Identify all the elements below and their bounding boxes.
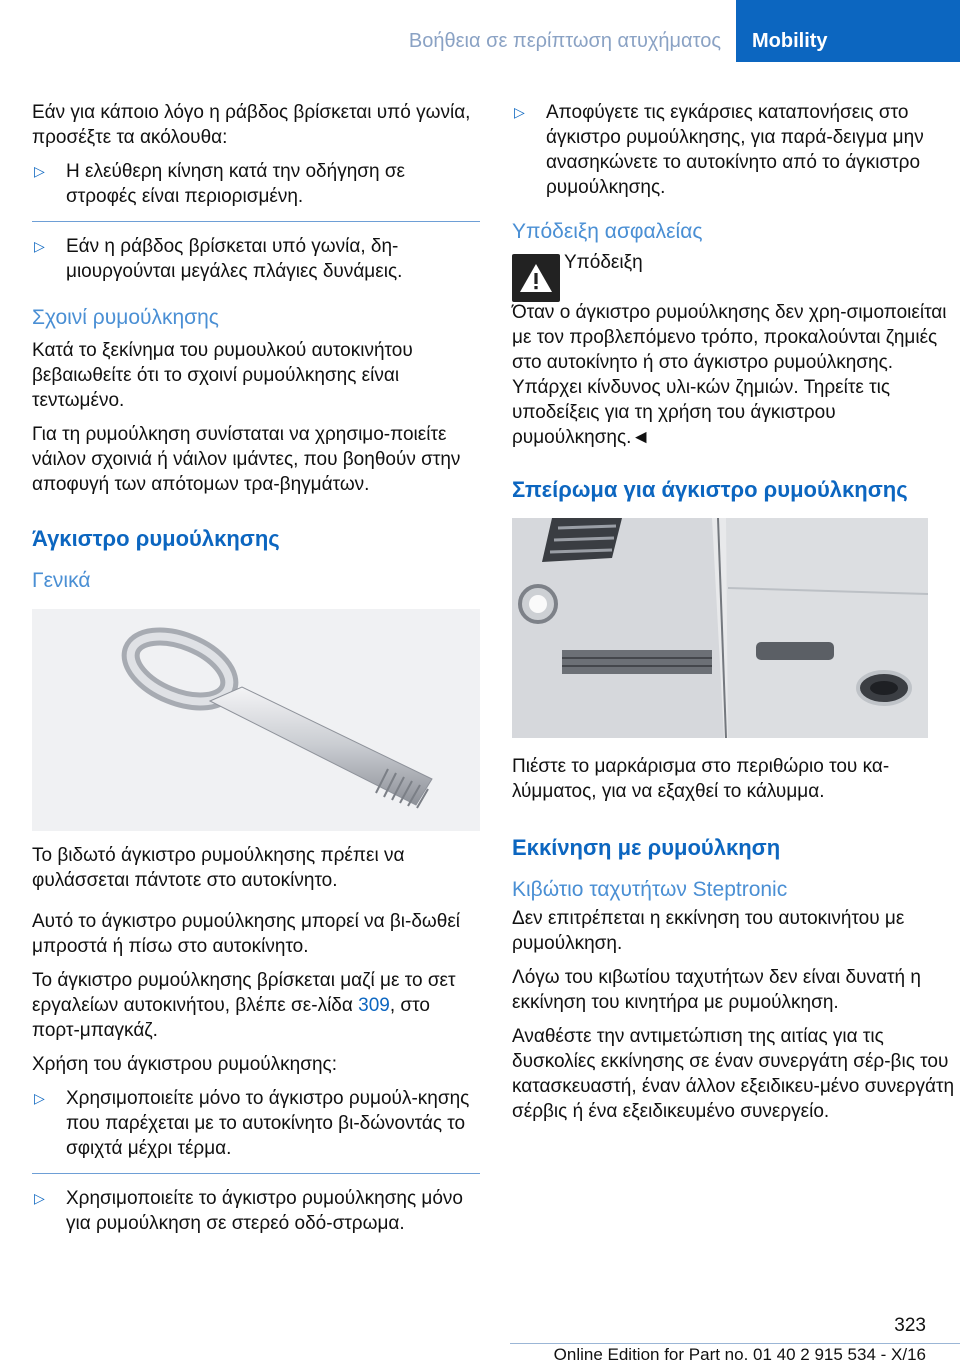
chapter-title: Βοήθεια σε περίπτωση ατυχήματος — [408, 30, 721, 52]
right-column — [512, 100, 960, 1133]
bullet-text: Εάν η ράβδος βρίσκεται υπό γωνία, δη-μιουργούνται μεγάλες πλάγιες δυνάμεις. — [66, 236, 403, 282]
steptronic-paragraph-1: Δεν επιτρέπεται η εκκίνηση του αυτοκινήτου με ρυμούλκηση. — [512, 908, 905, 954]
steptronic-paragraph-2: Λόγω του κιβωτίου ταχυτήτων δεν είναι δυνατή η εκκίνηση του κινητήρα με ρυμούλκηση. — [512, 967, 921, 1013]
section-tab: Mobility — [736, 0, 960, 62]
hook-heading: Άγκιστρο ρυμούλκησης — [32, 526, 280, 551]
warning-text: Όταν ο άγκιστρο ρυμούλκησης δεν χρη-σιμοποιείται με τον προβλεπόμενο τρόπο, προκαλούνται ζημιές στο αυτοκίνητο ή στο άγκιστρο ρυμούλκησης. Υπάρχει κίνδυνος υλι-κών ζημιών. Τηρείτε τις υποδείξεις για τη χρήση του άγκιστρου ρυμούλκησης.◄ — [512, 302, 947, 448]
intro-paragraph: Εάν για κάποιο λόγο η ράβδος βρίσκεται υπό γωνία, προσέξτε τα ακόλουθα: — [32, 102, 471, 148]
rope-heading: Σχοινί ρυμούλκησης — [32, 306, 219, 329]
hook-paragraph-3 — [32, 968, 480, 1043]
hook-paragraph-1: Το βιδωτό άγκιστρο ρυμούλκησης πρέπει να φυλάσσεται πάντοτε στο αυτοκίνητο. — [32, 845, 405, 891]
rope-paragraph-2: Για τη ρυμούλκηση συνίσταται να χρησιμο-ποιείτε νάιλον σχοινιά ή νάιλον ιμάντες, που βοηθούν στην αποφυγή των απότομων τρα-βηγμάτων. — [32, 424, 461, 495]
footer-rule — [510, 1343, 960, 1344]
warning-triangle-icon — [512, 254, 560, 302]
triangle-right-icon: ▷ — [34, 1090, 45, 1106]
safety-heading: Υπόδειξη ασφαλείας — [512, 220, 703, 243]
hook-paragraph-3-b: , στο πορτ-μπαγκάζ. — [32, 995, 430, 1041]
start-heading: Εκκίνηση με ρυμούλκηση — [512, 835, 781, 860]
steptronic-paragraph-3: Αναθέστε την αντιμετώπιση της αιτίας για τις δυσκολίες εκκίνησης σε έναν συνεργάτη σέρ-βις του κατασκευαστή, έναν άλλον εξειδικευ-μένο συνεργάτη σέρβις ή ένα εξειδικευμένο συνεργείο. — [512, 1026, 955, 1122]
warning-title: Υπόδειξη — [564, 252, 643, 273]
tow-hook-image — [32, 609, 480, 831]
edition-label: Online Edition for Part no. 01 40 2 915 534 - X/16 — [553, 1345, 926, 1362]
bullet-item — [512, 100, 960, 200]
divider — [32, 221, 480, 222]
page-number: 323 — [894, 1315, 926, 1336]
triangle-right-icon: ▷ — [34, 1190, 45, 1206]
hook-paragraph-2: Αυτό το άγκιστρο ρυμούλκησης μπορεί να βι-δωθεί μπροστά ή πίσω στο αυτοκίνητο. — [32, 911, 461, 957]
bullet-text: Η ελεύθερη κίνηση κατά την οδήγηση σε στροφές είναι περιορισμένη. — [66, 161, 406, 207]
bullet-item — [32, 1086, 480, 1161]
page-header — [0, 0, 960, 62]
bullet-text: Χρησιμοποιείτε το άγκιστρο ρυμούλκησης μόνο για ρυμούλκηση σε στερεό οδό-στρωμα. — [66, 1188, 463, 1234]
thread-heading: Σπείρωμα για άγκιστρο ρυμούλκησης — [512, 477, 908, 502]
page-ref-link[interactable]: 309 — [358, 995, 390, 1016]
steptronic-heading: Κιβώτιο ταχυτήτων Steptronic — [512, 878, 788, 901]
bullet-text: Αποφύγετε τις εγκάρσιες καταπονήσεις στο άγκιστρο ρυμούλκησης, για παρά-δειγμα μην ανασηκώνετε το αυτοκίνητο από το άγκιστρο ρυμούλκησης. — [546, 102, 924, 198]
rope-paragraph-1: Κατά το ξεκίνημα του ρυμουλκού αυτοκινήτου βεβαιωθείτε ότι το σχοινί ρυμούλκησης είναι τεντωμένο. — [32, 340, 413, 411]
bullet-item — [32, 159, 480, 209]
bullet-item — [32, 234, 480, 284]
general-heading: Γενικά — [32, 569, 91, 592]
page-footer — [0, 1315, 960, 1362]
left-column — [32, 100, 480, 1248]
bumper-image — [512, 518, 928, 738]
use-label: Χρήση του άγκιστρου ρυμούλκησης: — [32, 1054, 337, 1075]
triangle-right-icon: ▷ — [34, 238, 45, 254]
divider — [32, 1173, 480, 1174]
triangle-right-icon: ▷ — [34, 163, 45, 179]
press-text: Πιέστε το μαρκάρισμα στο περιθώριο του κα-λύμματος, για να εξαχθεί το κάλυμμα. — [512, 756, 890, 802]
hook-paragraph-3-a: Το άγκιστρο ρυμούλκησης βρίσκεται μαζί με το σετ εργαλείων αυτοκινήτου, βλέπε σε-λίδα — [32, 970, 456, 1016]
warning-box — [512, 250, 960, 302]
warning-body — [564, 250, 960, 302]
bullet-text: Χρησιμοποιείτε μόνο το άγκιστρο ρυμούλ-κησης που παρέχεται με το αυτοκίνητο βι-δώνοντάς το σφιχτά μέχρι τέρμα. — [66, 1088, 470, 1159]
triangle-right-icon: ▷ — [514, 104, 525, 120]
bullet-item — [32, 1186, 480, 1236]
